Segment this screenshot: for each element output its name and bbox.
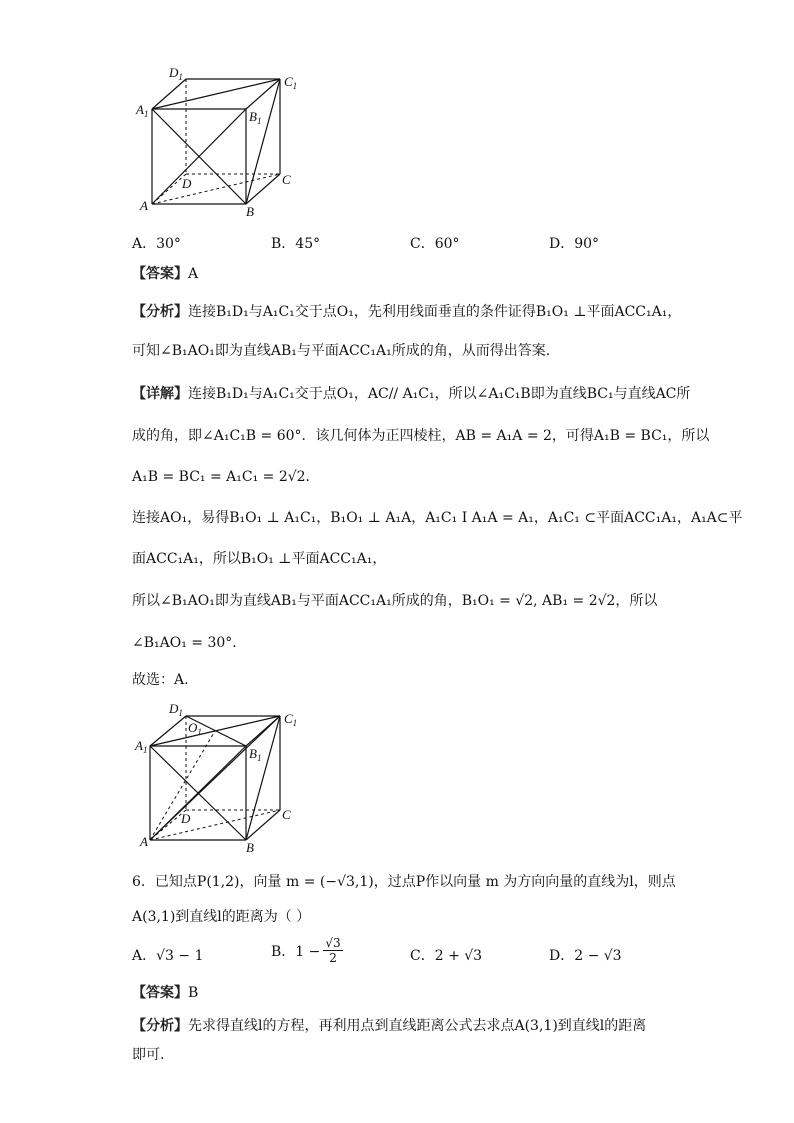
analysis-text: 连接B₁D₁与A₁C₁交于点O₁，先利用线面垂直的条件证得B₁O₁ ⊥平面ACC₁A₁， [188, 304, 682, 320]
q5-option-b: B．45° [271, 236, 321, 252]
label-D: D [181, 811, 191, 826]
detail-text: 连接B₁D₁与A₁C₁交于点O₁，AC// A₁C₁，所以∠A₁C₁B即为直线BC₁与直线AC所 [188, 386, 691, 402]
answer-tag: 【答案】 [132, 266, 188, 282]
q6-answer [132, 983, 198, 1003]
label-A: A [140, 834, 148, 849]
q5-option-a: A．30° [132, 236, 181, 252]
analysis-tag: 【分析】 [132, 1018, 188, 1034]
detail-tag: 【详解】 [132, 386, 188, 402]
label-C1: $C_1$ [284, 74, 298, 91]
q5-detail-line-2: 成的角，即∠A₁C₁B = 60°．该几何体为正四棱柱，AB = A₁A = 2，可得A₁B = BC₁，所以 [132, 428, 710, 444]
fraction-denominator: 2 [329, 951, 337, 965]
q5-detail-line-5: 面ACC₁A₁，所以B₁O₁ ⊥平面ACC₁A₁， [132, 551, 387, 567]
q5-detail-line-1 [132, 384, 690, 404]
label-B1: $B_1$ [249, 746, 262, 763]
label-C: C [282, 807, 291, 822]
q6-analysis-line-2: 即可. [132, 1047, 165, 1063]
cube-figure-2 [130, 698, 310, 856]
q5-option-c: C．60° [410, 236, 460, 252]
q5-answer [132, 264, 198, 284]
q5-analysis-line-1 [132, 302, 681, 322]
label-A1: $A_1$ [135, 738, 148, 755]
analysis-tag: 【分析】 [132, 304, 188, 320]
answer-tag: 【答案】 [132, 985, 188, 1001]
label-A1: $A_1$ [136, 102, 149, 119]
answer-value: B [188, 985, 199, 1001]
option-b-prefix: B．1 − [271, 943, 321, 960]
analysis-text: 先求得直线l的方程，再利用点到直线距离公式去求点A(3,1)到直线l的距离 [188, 1018, 647, 1034]
q5-detail-line-7: ∠B₁AO₁ = 30°． [132, 635, 247, 651]
label-O1: $O_1$ [188, 720, 202, 737]
q5-detail-line-6: 所以∠B₁AO₁即为直线AB₁与平面ACC₁A₁所成的角，B₁O₁ = √2, AB₁ = 2√2，所以 [132, 593, 658, 609]
q6-stem-line-1: 6．已知点P(1,2)，向量 m = (−√3,1)，过点P作以向量 m 为方向向量的直线为l，则点 [132, 874, 676, 890]
q5-analysis-line-2: 可知∠B₁AO₁即为直线AB₁与平面ACC₁A₁所成的角，从而得出答案. [132, 343, 551, 359]
q6-option-a: A．√3 − 1 [132, 948, 204, 964]
label-D: D [182, 176, 192, 191]
label-C: C [282, 172, 291, 187]
label-C1: $C_1$ [284, 711, 298, 728]
label-B: B [246, 840, 254, 855]
label-B: B [246, 204, 254, 219]
cube-figure-1 [130, 60, 310, 220]
q5-detail-line-4: 连接AO₁，易得B₁O₁ ⊥ A₁C₁，B₁O₁ ⊥ A₁A，A₁C₁ I A₁A = A₁，A₁C₁ ⊂平面ACC₁A₁，A₁A⊂平 [132, 510, 743, 526]
label-D1: $D_1$ [169, 701, 183, 718]
q5-conclusion: 故选：A. [132, 672, 189, 688]
answer-value: A [188, 266, 199, 282]
q6-option-b [271, 936, 343, 965]
label-D1: $D_1$ [169, 65, 183, 82]
label-B1: $B_1$ [249, 109, 262, 126]
q6-option-c: C．2 + √3 [410, 948, 483, 964]
q5-detail-line-3: A₁B = BC₁ = A₁C₁ = 2√2． [132, 469, 320, 485]
label-A: A [140, 198, 148, 213]
fraction-numerator: √3 [325, 936, 341, 950]
q6-stem-line-2: A(3,1)到直线l的距离为（ ） [132, 909, 311, 925]
q6-analysis-line-1 [132, 1016, 646, 1036]
q6-option-d: D．2 − √3 [549, 948, 622, 964]
q5-option-d: D．90° [549, 236, 600, 252]
option-b-fraction [323, 936, 342, 965]
